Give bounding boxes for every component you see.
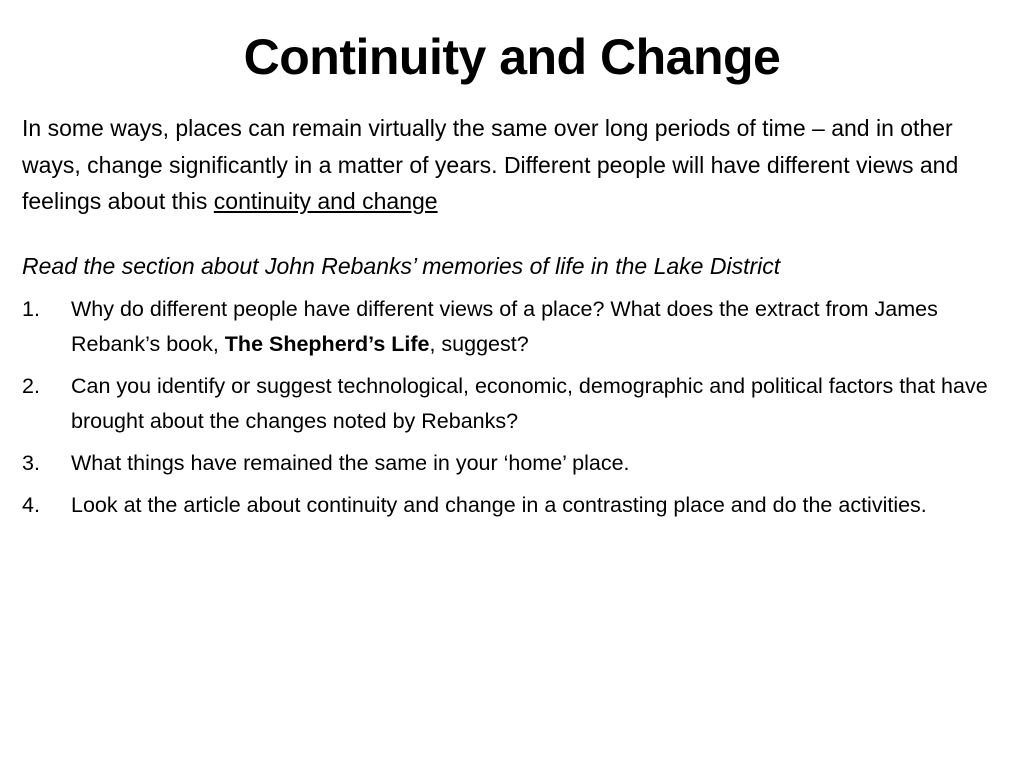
question-text: Look at the article about continuity and change in a contrasting place and do the activities. — [71, 493, 927, 517]
question-list — [22, 292, 1012, 530]
question-item — [22, 292, 1012, 362]
question-item — [22, 369, 1012, 439]
slide-title: Continuity and Change — [243, 29, 781, 85]
question-text: Why do different people have different views of a place? What does the extract from James Rebank’s book, — [71, 297, 938, 356]
intro-underlined-term: continuity and change — [213, 188, 438, 214]
reading-instruction: Read the section about John Rebanks’ memories of life in the Lake District — [22, 253, 781, 279]
question-text: What things have remained the same in your ‘home’ place. — [71, 451, 630, 475]
book-title: The Shepherd’s Life — [224, 332, 430, 356]
question-text: Can you identify or suggest technological, economic, demographic and political factors that have brought about the changes noted by Rebanks? — [71, 374, 988, 433]
question-number: 1. — [22, 297, 40, 321]
intro-text: In some ways, places can remain virtually the same over long periods of time – and in other ways, change significantly in a matter of years. Different people will have different views and feelings about this — [22, 115, 959, 214]
question-text-end: , suggest? — [429, 332, 529, 356]
question-number: 2. — [22, 374, 40, 398]
question-item — [22, 488, 1012, 523]
question-item — [22, 446, 1012, 481]
intro-paragraph — [22, 110, 1012, 220]
question-number: 3. — [22, 451, 40, 475]
question-number: 4. — [22, 493, 40, 517]
